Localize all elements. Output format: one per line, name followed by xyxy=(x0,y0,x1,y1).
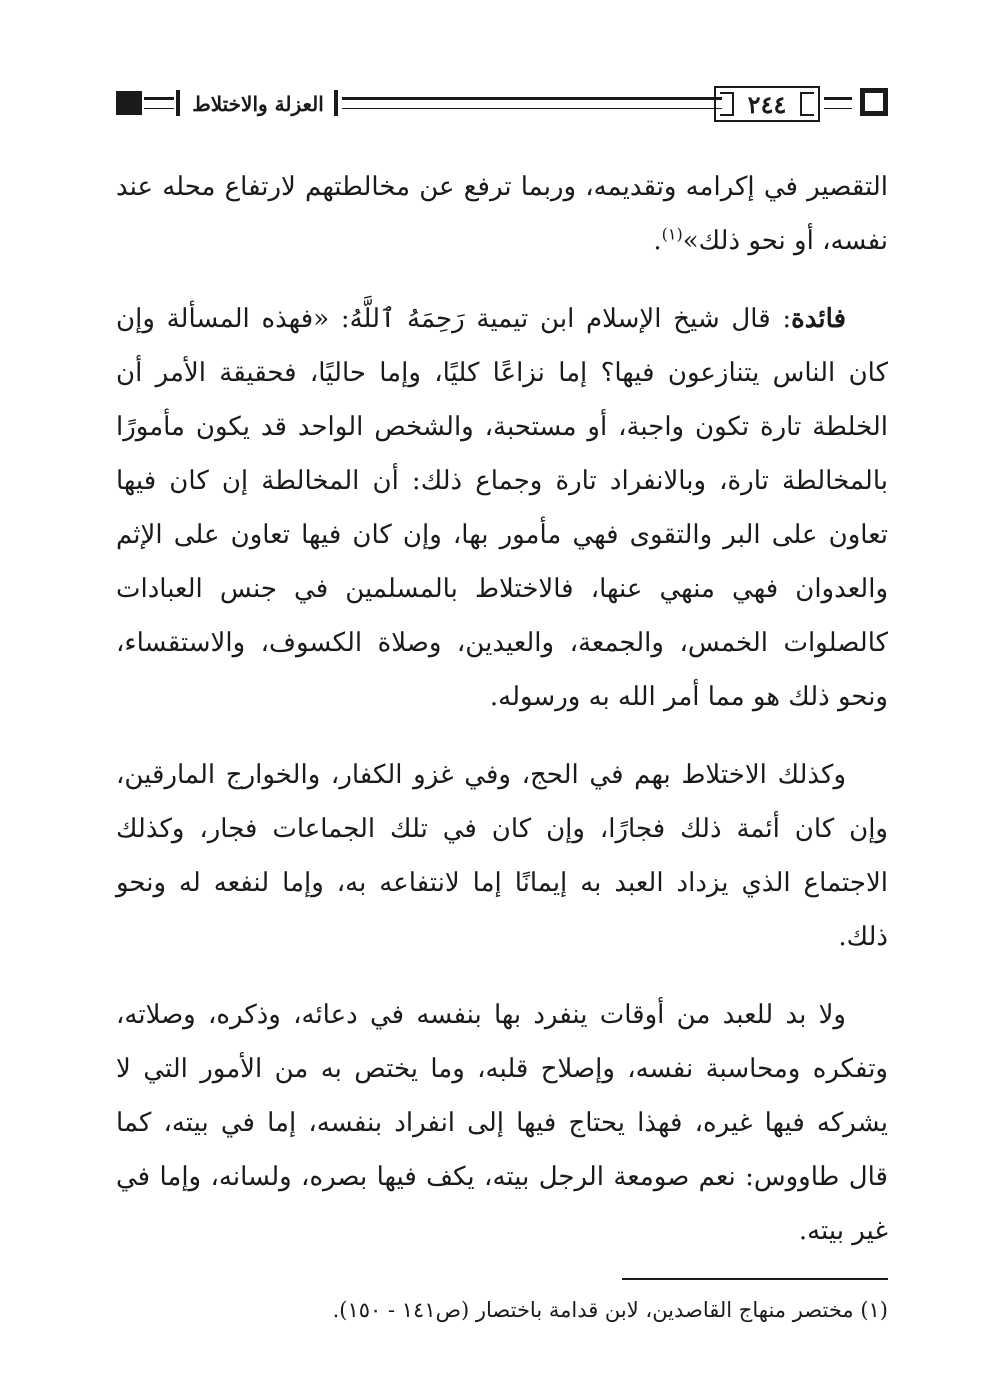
paragraph: ولا بد للعبد من أوقات ينفرد بها بنفسه في دعائه، وذكره، وصلاته، وتفكره ومحاسبة نفسه، وإصلاح قلبه، وما يختص به من الأمور التي لا يشركه فيها غيره، فهذا يحتاج فيها إلى انفراد بنفسه، إما في بيته، كما قال طاووس: نعم صومعة الرجل بيته، يكف فيها بصره، ولسانه، وإما في غير بيته. xyxy=(116,1000,888,1246)
paragraph: التقصير في إكرامه وتقديمه، وربما ترفع عن مخالطتهم لارتفاع محله عند نفسه، أو نحو ذلك»$^{(١)}$. xyxy=(116,172,888,256)
page-header xyxy=(116,86,888,126)
running-title-text: العزلة والاختلاط xyxy=(192,92,324,116)
footnote-separator xyxy=(622,1278,888,1280)
header-rule xyxy=(824,97,852,109)
page-number xyxy=(714,86,820,122)
paragraph-lead: فائدة xyxy=(791,304,846,334)
footnote-reference[interactable]: (١) xyxy=(661,224,683,244)
header-ornament-square-filled xyxy=(116,91,142,115)
main-text xyxy=(116,160,888,1282)
header-rule xyxy=(342,97,722,109)
header-divider xyxy=(334,90,338,116)
page-number-text: ٢٤٤ xyxy=(747,89,787,119)
header-rule xyxy=(144,97,174,109)
footnote: (١) مختصر منهاج القاصدين، لابن قدامة باختصار (ص١٤١ - ١٥٠). xyxy=(332,1298,888,1322)
header-ornament-square-outline xyxy=(860,88,888,116)
paragraph: فائدة: قال شيخ الإسلام ابن تيمية رَحِمَهُ ٱللَّهُ: «فهذه المسألة وإن كان الناس يتنازعون فيها؟ إما نزاعًا كليًا، وإما حاليًا، فحقيقة الأمر أن الخلطة تارة تكون واجبة، أو مستحبة، والشخص الواحد قد يكون مأمورًا بالمخالطة تارة، وبالانفراد تارة وجماع ذلك: أن المخالطة إن كان فيها تعاون على البر والتقوى فهي مأمور بها، وإن كان فيها تعاون على الإثم والعدوان فهي منهي عنها، فالاختلاط بالمسلمين في جنس العبادات كالصلوات الخمس، والجمعة، والعيدين، وصلاة الكسوف، والاستقساء، ونحو ذلك هو مما أمر الله به ورسوله. xyxy=(116,304,888,712)
running-title xyxy=(184,86,332,122)
header-divider xyxy=(176,90,180,116)
paragraph: وكذلك الاختلاط بهم في الحج، وفي غزو الكفار، والخوارج المارقين، وإن كان أئمة ذلك فجارًا، وإن كان في تلك الجماعات فجار، وكذلك الاجتماع الذي يزداد العبد به إيمانًا إما لانتفاعه به، وإما لنفعه له ونحو ذلك. xyxy=(116,760,888,952)
